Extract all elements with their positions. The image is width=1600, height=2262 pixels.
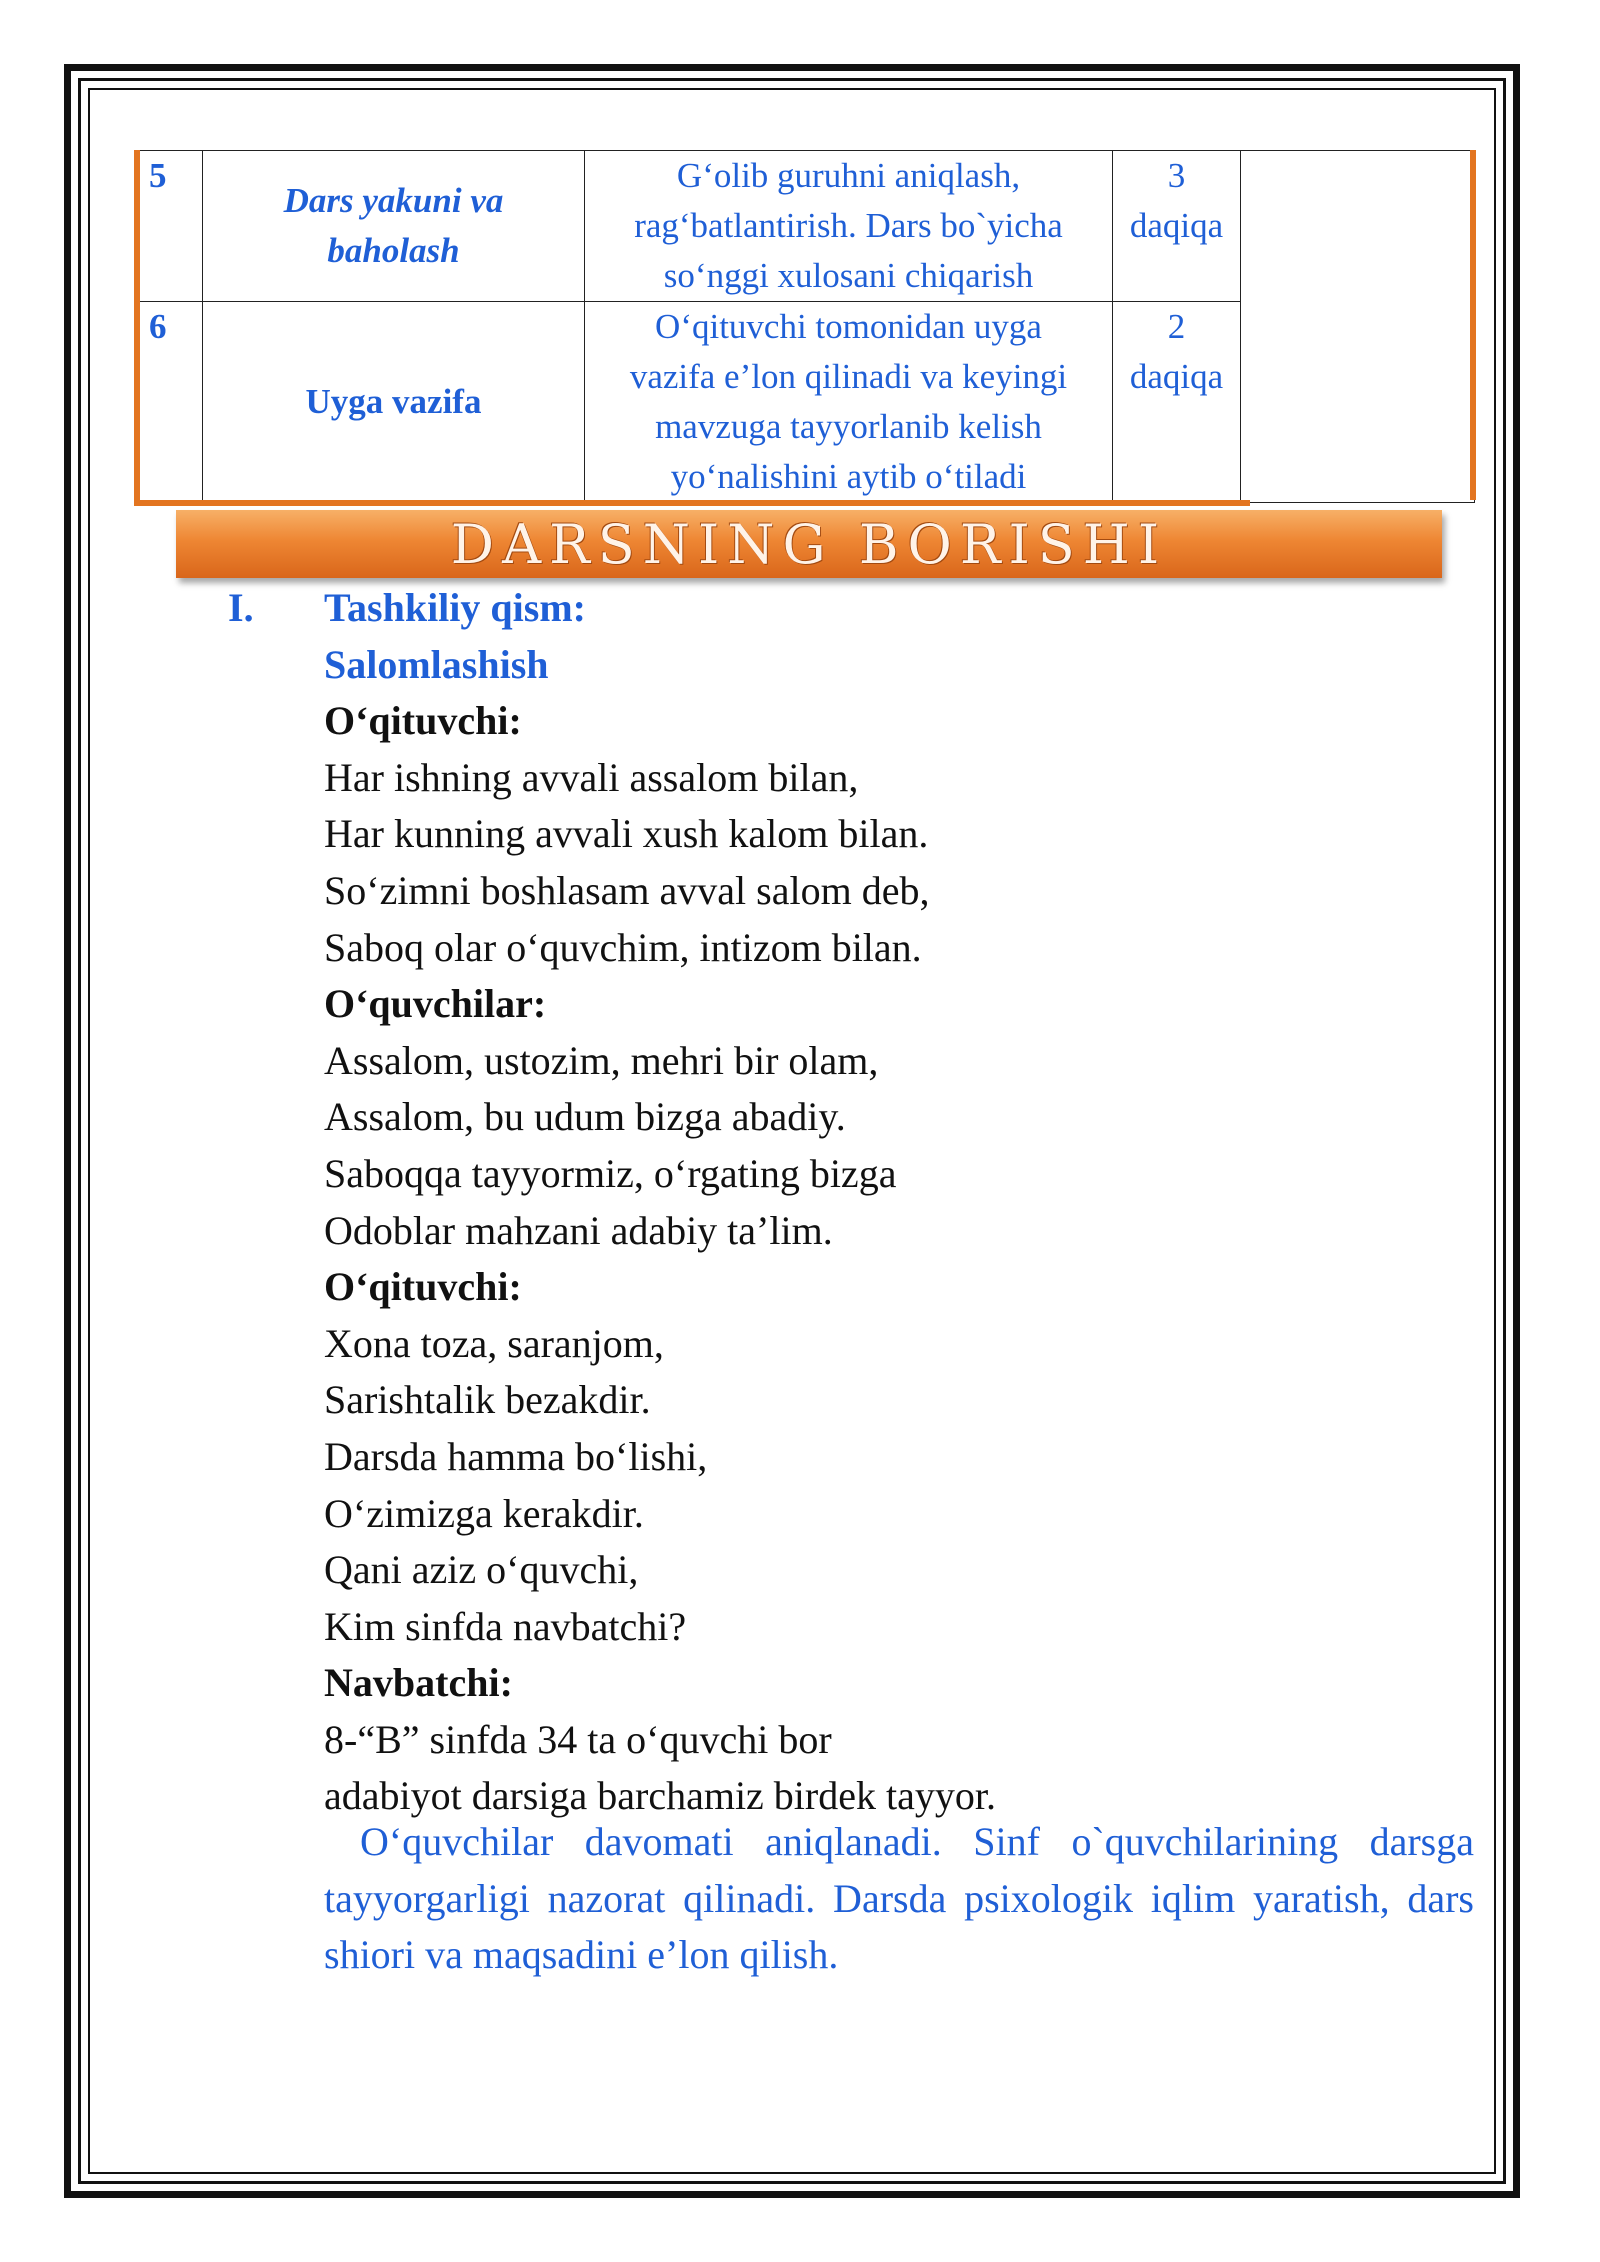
stage-description xyxy=(585,302,1113,503)
stage-name-line: baholash xyxy=(327,231,460,270)
closing-paragraph xyxy=(324,1814,1474,1984)
verse-line: O‘zimizga kerakdir. xyxy=(324,1490,644,1536)
section-subtitle: Salomlashish xyxy=(324,641,549,687)
speaker-label: O‘qituvchi: xyxy=(324,698,522,744)
banner-title: DARSNING BORISHI xyxy=(450,512,1168,576)
verse-line: Odoblar mahzani adabiy ta’lim. xyxy=(324,1207,833,1253)
table-accent-bottom xyxy=(134,500,1250,506)
speaker-label: Navbatchi: xyxy=(324,1660,513,1706)
verse-line: So‘zimni boshlasam avval salom deb, xyxy=(324,867,930,913)
verse-line: Saboqqa tayyormiz, o‘rgating bizga xyxy=(324,1150,897,1196)
section-banner xyxy=(176,510,1442,578)
duration-unit: daqiqa xyxy=(1129,206,1224,245)
dialogue-block xyxy=(324,580,1474,1825)
verse-line: Qani aziz o‘quvchi, xyxy=(324,1547,639,1593)
row-number: 6 xyxy=(135,302,203,503)
row-number: 5 xyxy=(135,151,203,302)
stage-name xyxy=(203,302,585,503)
verse-line: Kim sinfda navbatchi? xyxy=(324,1603,687,1649)
duration-value: 3 xyxy=(1167,156,1186,195)
stage-duration xyxy=(1113,302,1241,503)
table-row xyxy=(135,151,1475,302)
speaker-label: O‘quvchilar: xyxy=(324,981,547,1027)
duration-unit: daqiqa xyxy=(1129,357,1224,396)
closing-paragraph-text: O‘quvchilar davomati aniqlanadi. Sinf o`quvchilarining darsga tayyorgarligi nazorat qilinadi. Darsda psixologik iqlim yaratish, dars shiori va maqsadini e’lon qilish. xyxy=(324,1819,1474,1978)
verse-line: Sarishtalik bezakdir. xyxy=(324,1377,651,1423)
section-number: I. xyxy=(228,585,254,630)
verse-line: adabiyot darsiga barchamiz birdek tayyor. xyxy=(324,1773,996,1819)
verse-line: 8-“B” sinfda 34 ta o‘quvchi bor xyxy=(324,1716,832,1762)
description-line: O‘qituvchi tomonidan uyga xyxy=(655,307,1042,346)
verse-line: Xona toza, saranjom, xyxy=(324,1320,664,1366)
empty-cell xyxy=(1241,151,1475,503)
description-line: G‘olib guruhni aniqlash, xyxy=(676,156,1021,195)
table-accent-left xyxy=(134,150,140,506)
description-line: mavzuga tayyorlanib kelish xyxy=(655,407,1042,446)
duration-value: 2 xyxy=(1167,307,1186,346)
verse-line: Saboq olar o‘quvchim, intizom bilan. xyxy=(324,924,922,970)
stage-description xyxy=(585,151,1113,302)
verse-line: Har kunning avvali xush kalom bilan. xyxy=(324,811,929,857)
description-line: so‘nggi xulosani chiqarish xyxy=(663,256,1034,295)
description-line: yo‘nalishini aytib o‘tiladi xyxy=(670,457,1027,496)
verse-line: Darsda hamma bo‘lishi, xyxy=(324,1433,708,1479)
stage-name-line: Dars yakuni va xyxy=(283,181,504,220)
section-title: Tashkiliy qism: xyxy=(324,585,586,630)
stage-duration xyxy=(1113,151,1241,302)
speaker-label: O‘qituvchi: xyxy=(324,1264,522,1310)
description-line: vazifa e’lon qilinadi va keyingi xyxy=(629,357,1068,396)
verse-line: Har ishning avvali assalom bilan, xyxy=(324,754,859,800)
verse-line: Assalom, bu udum bizga abadiy. xyxy=(324,1094,846,1140)
description-line: rag‘batlantirish. Dars bo`yicha xyxy=(634,206,1063,245)
stage-name-line: Uyga vazifa xyxy=(305,382,482,421)
table-accent-right xyxy=(1470,150,1476,500)
verse-line: Assalom, ustozim, mehri bir olam, xyxy=(324,1037,879,1083)
lesson-plan-table xyxy=(134,150,1475,503)
stage-name xyxy=(203,151,585,302)
